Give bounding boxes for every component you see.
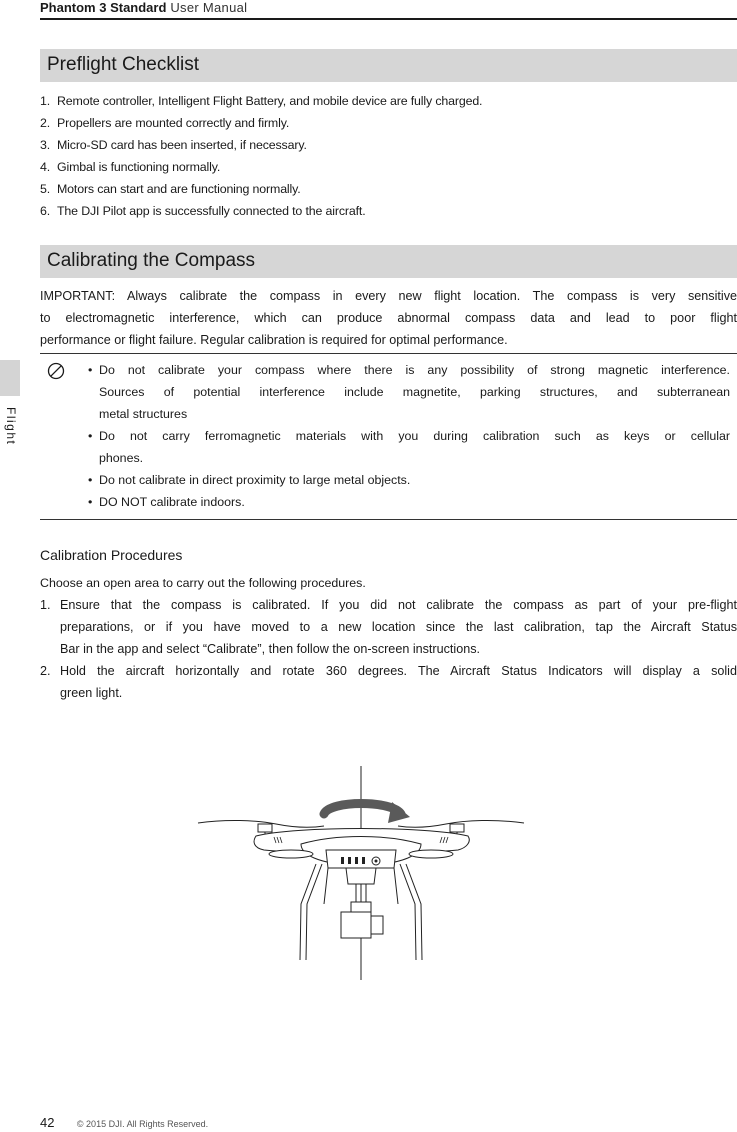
list-item — [40, 660, 737, 704]
drone-body — [254, 829, 469, 869]
prohibited-circle-icon — [47, 362, 65, 380]
procedures-lead: Choose an open area to carry out the following procedures. — [40, 576, 366, 590]
procedures-heading: Calibration Procedures — [40, 547, 183, 563]
bullet-line: metal structures — [99, 407, 188, 421]
rotation-arrow-icon — [324, 802, 410, 823]
list-item — [40, 178, 730, 200]
preflight-checklist — [40, 90, 730, 222]
calibrating-title: Calibrating the Compass — [47, 250, 256, 271]
list-item — [40, 156, 730, 178]
warning-list — [88, 359, 730, 513]
step-line: Hold the aircraft horizontally and rotate 360 degrees. The Aircraft Status Indicators will display a solid — [60, 664, 737, 678]
item-text: Propellers are mounted correctly and firmly. — [57, 116, 290, 130]
section-side-tab — [0, 360, 20, 396]
list-item — [40, 90, 730, 112]
bullet-dot: • — [88, 473, 93, 487]
list-item — [40, 200, 730, 222]
list-item — [88, 469, 730, 491]
copyright-text: © 2015 DJI. All Rights Reserved. — [76, 1119, 209, 1129]
warning-bottom-rule — [40, 519, 737, 520]
item-number: 3. — [40, 138, 51, 152]
bullet-line: phones. — [99, 451, 144, 465]
item-text: The DJI Pilot app is successfully connected to the aircraft. — [57, 204, 366, 218]
page-number: 42 — [40, 1115, 55, 1130]
list-item — [40, 134, 730, 156]
item-text: Gimbal is functioning normally. — [57, 160, 221, 174]
calibrating-banner — [40, 245, 737, 278]
item-number: 4. — [40, 160, 51, 174]
paragraph-line: to electromagnetic interference, which can produce abnormal compass data and lead to poor flight — [40, 311, 737, 325]
procedure-steps — [40, 594, 737, 704]
bullet-line: Do not carry ferromagnetic materials with you during calibration such as keys or cellular — [99, 429, 730, 443]
section-side-label — [2, 407, 18, 453]
step-line: Bar in the app and select “Calibrate”, then follow the on-screen instructions. — [60, 642, 481, 656]
item-text: Motors can start and are functioning normally. — [57, 182, 301, 196]
manual-title — [40, 0, 247, 15]
manual-subtitle: User Manual — [166, 0, 248, 15]
item-text: Remote controller, Intelligent Flight Battery, and mobile device are fully charged. — [57, 94, 483, 108]
list-item — [40, 112, 730, 134]
step-number: 2. — [40, 664, 51, 678]
page-footer — [40, 1114, 208, 1128]
drone-rotation-illustration — [196, 764, 526, 982]
list-item — [40, 594, 737, 660]
bullet-dot: • — [88, 429, 93, 443]
item-number: 2. — [40, 116, 51, 130]
gimbal-camera — [341, 868, 383, 938]
important-paragraph — [40, 285, 737, 351]
bullet-line: Sources of potential interference include magnetite, parking structures, and subterranean — [99, 385, 730, 399]
page-header — [40, 0, 737, 20]
bullet-dot: • — [88, 495, 93, 509]
preflight-title: Preflight Checklist — [47, 54, 200, 75]
product-name: Phantom 3 Standard — [40, 0, 167, 15]
step-line: Ensure that the compass is calibrated. If you did not calibrate the compass as part of your pre-flight — [60, 598, 737, 612]
paragraph-line: performance or flight failure. Regular calibration is required for optimal performance. — [40, 333, 508, 347]
bullet-dot: • — [88, 363, 93, 377]
side-label-text: Flight — [4, 407, 18, 446]
bullet-line: DO NOT calibrate indoors. — [99, 495, 245, 509]
item-text: Micro-SD card has been inserted, if necessary. — [57, 138, 307, 152]
step-number: 1. — [40, 598, 51, 612]
paragraph-line: IMPORTANT: Always calibrate the compass in every new flight location. The compass is very sensitive — [40, 289, 737, 303]
preflight-banner — [40, 49, 737, 82]
item-number: 5. — [40, 182, 51, 196]
list-item — [88, 425, 730, 469]
list-item — [88, 359, 730, 425]
step-line: green light. — [60, 686, 123, 700]
bullet-line: Do not calibrate in direct proximity to large metal objects. — [99, 473, 411, 487]
item-number: 1. — [40, 94, 51, 108]
step-line: preparations, or if you have moved to a new location since the last calibration, tap the Aircraft Status — [60, 620, 737, 634]
item-number: 6. — [40, 204, 51, 218]
list-item — [88, 491, 730, 513]
warning-top-rule — [40, 353, 737, 354]
bullet-line: Do not calibrate your compass where there is any possibility of strong magnetic interference. — [99, 363, 730, 377]
